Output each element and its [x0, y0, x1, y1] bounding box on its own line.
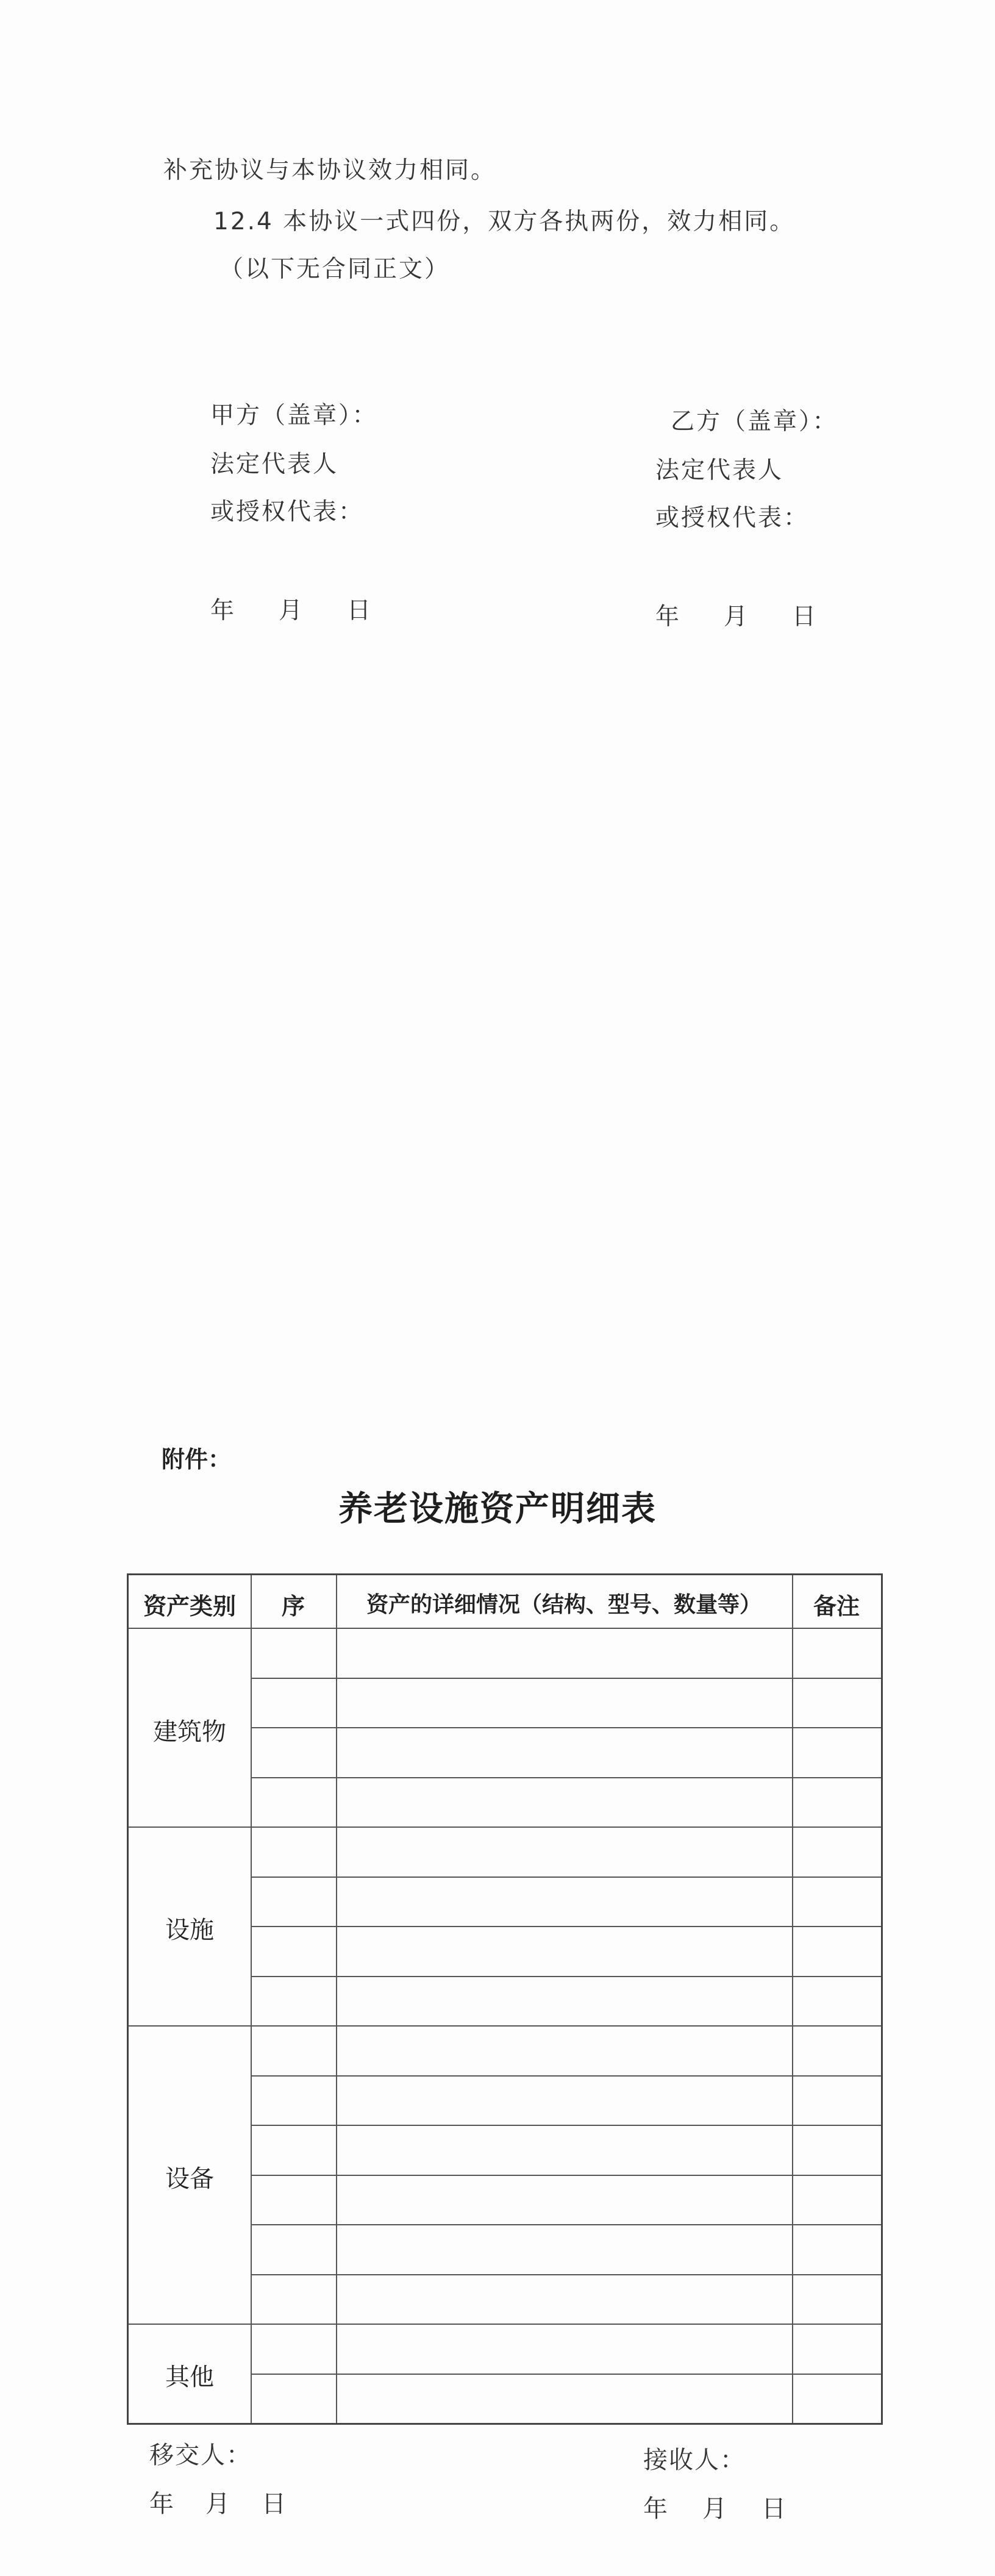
clause-12-4: 12.4 本协议一式四份，双方各执两份，效力相同。: [213, 208, 796, 235]
date-year: 年: [149, 2490, 175, 2518]
date-day: 日: [792, 603, 818, 631]
row-divider: [251, 1976, 881, 1977]
party-b-seal: 乙方（盖章）：: [671, 408, 838, 435]
category-other: 其他: [165, 2363, 214, 2391]
end-note: （以下无合同正文）: [219, 256, 451, 283]
transferor-label: 移交人：: [149, 2441, 252, 2469]
header-asset-details: 资产的详细情况（结构、型号、数量等）: [366, 1592, 761, 1617]
category-facilities: 设施: [165, 1916, 214, 1944]
category-equipment: 设备: [165, 2165, 214, 2193]
party-b-date: [655, 598, 818, 632]
row-divider: [251, 2175, 881, 2176]
header-asset-category: 资产类别: [143, 1593, 236, 1620]
date-day: 日: [761, 2495, 787, 2523]
row-divider: [251, 2274, 881, 2275]
party-a-seal: 甲方（盖章）：: [210, 402, 378, 429]
party-b-auth-rep: 或授权代表：: [655, 504, 810, 532]
transferor-date: [149, 2485, 287, 2519]
date-year: 年: [643, 2495, 669, 2523]
row-divider: [251, 1678, 881, 1679]
receiver-date: [643, 2489, 787, 2524]
date-month: 月: [205, 2490, 231, 2518]
party-a-legal-rep: 法定代表人: [210, 451, 339, 478]
attachment-label: 附件：: [162, 1446, 232, 1473]
date-day: 日: [347, 597, 373, 624]
contract-line-1: 补充协议与本协议效力相同。: [163, 157, 497, 184]
category-divider: [129, 2025, 881, 2027]
date-year: 年: [210, 597, 237, 624]
party-b-legal-rep: 法定代表人: [655, 457, 784, 484]
category-buildings: 建筑物: [153, 1718, 226, 1746]
date-year: 年: [655, 603, 682, 631]
row-divider: [251, 2374, 881, 2375]
row-divider: [251, 2224, 881, 2225]
table-title: 养老设施资产明细表: [338, 1489, 657, 1529]
col-divider-2: [336, 1575, 337, 2423]
row-divider: [251, 1727, 881, 1728]
category-divider: [129, 1826, 881, 1828]
party-a-date: [210, 592, 373, 626]
receiver-label: 接收人：: [643, 2446, 746, 2474]
header-remarks: 备注: [813, 1593, 860, 1620]
col-divider-1: [251, 1575, 252, 2423]
date-month: 月: [702, 2495, 728, 2523]
col-divider-3: [792, 1575, 793, 2423]
row-divider: [251, 2075, 881, 2077]
party-a-auth-rep: 或授权代表：: [210, 498, 365, 526]
row-divider: [251, 2125, 881, 2126]
header-serial: 序: [281, 1593, 305, 1620]
date-month: 月: [279, 597, 305, 624]
date-month: 月: [724, 603, 750, 631]
header-divider: [129, 1628, 881, 1629]
date-day: 日: [262, 2490, 287, 2518]
asset-detail-table: [127, 1573, 883, 2425]
category-divider: [129, 2324, 881, 2325]
row-divider: [251, 1777, 881, 1778]
row-divider: [251, 1877, 881, 1878]
row-divider: [251, 1926, 881, 1927]
